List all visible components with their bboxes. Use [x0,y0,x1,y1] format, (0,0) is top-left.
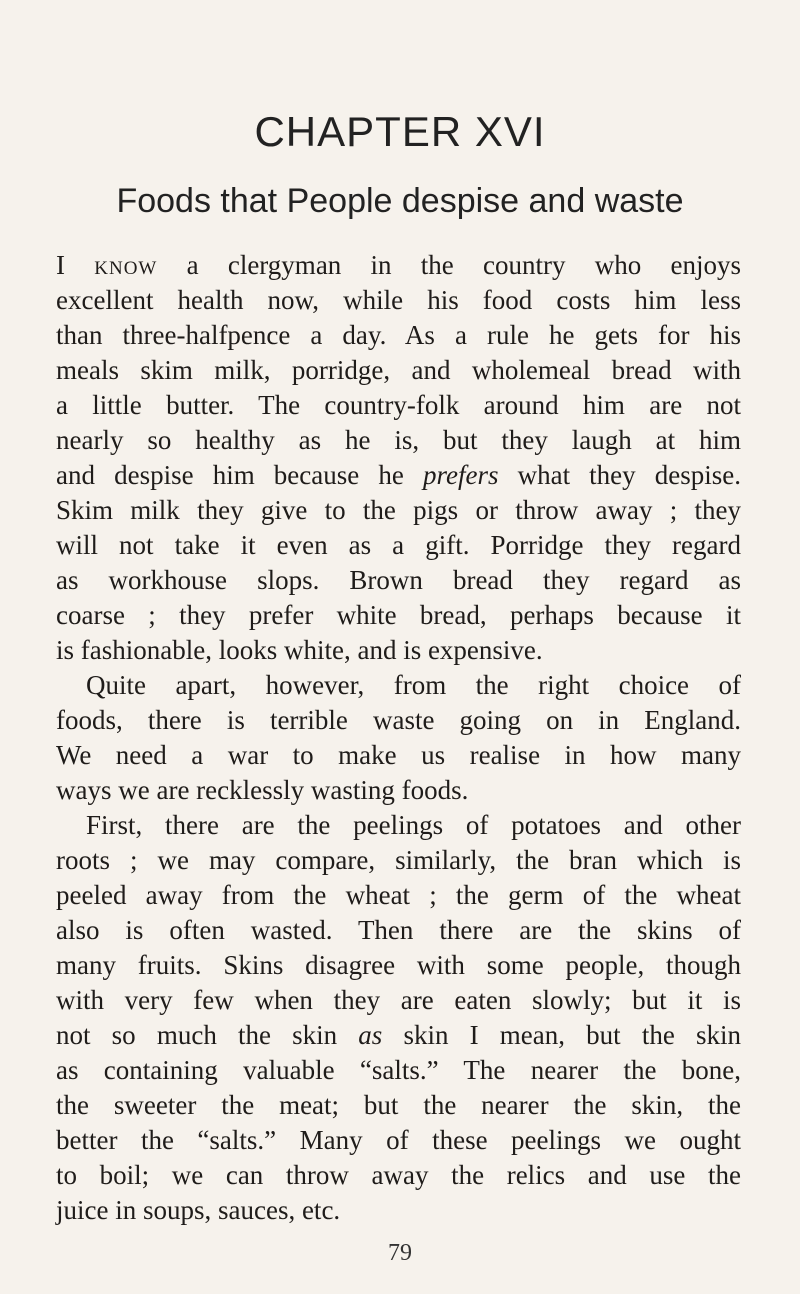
page-number: 79 [388,1240,412,1266]
text-span: the sweeter the meat; but the nearer the skin, the [56,1090,741,1120]
text-span: and despise him because he [56,460,423,490]
text-span: also is often wasted. Then there are the skins of [56,915,741,945]
text-span: as containing valuable “salts.” The nearer the bone, [56,1055,741,1085]
text-line [56,1123,741,1158]
text-span: juice in soups, sauces, etc. [56,1195,341,1225]
text-line [56,423,741,458]
text-line [56,633,741,668]
text-line [56,493,741,528]
text-line [56,248,741,283]
text-line [56,843,741,878]
text-span: is fashionable, looks white, and is expensive. [56,635,543,665]
text-span: nearly so healthy as he is, but they laugh at him [56,425,741,455]
text-span: will not take it even as a gift. Porridge they regard [56,530,741,560]
text-line [56,948,741,983]
chapter-heading: CHAPTER XVI [254,108,546,155]
text-span: excellent health now, while his food costs him less [56,285,741,315]
text-span: to boil; we can throw away the relics and use the [56,1160,741,1190]
text-span: roots ; we may compare, similarly, the bran which is [56,845,741,875]
text-line [56,458,741,493]
text-span: coarse ; they prefer white bread, perhaps because it [56,600,741,630]
text-line [56,878,741,913]
text-line [56,668,741,703]
text-span: not so much the skin [56,1020,359,1050]
text-span: We need a war to make us realise in how many [56,740,741,770]
text-span: ways we are recklessly wasting foods. [56,775,469,805]
text-span: First, there are the peelings of potatoes and other [86,810,741,840]
text-span: I [56,250,95,280]
text-line [56,528,741,563]
text-line [56,1193,741,1228]
text-line [56,563,741,598]
text-span: peeled away from the wheat ; the germ of the wheat [56,880,741,910]
text-line [56,318,741,353]
text-span: what they despise. [498,460,742,490]
text-span: Quite apart, however, from the right choice of [86,670,741,700]
text-span: a little butter. The country-folk around him are not [56,390,741,420]
text-span: skin I mean, but the skin [382,1020,741,1050]
text-span: with very few when they are eaten slowly; but it is [56,985,741,1015]
text-line [56,808,741,843]
text-line [56,353,741,388]
text-line [56,1018,741,1053]
text-span: as workhouse slops. Brown bread they regard as [56,565,741,595]
emphasis-text: prefers [422,460,499,490]
emphasis-text: as [358,1020,383,1050]
text-span: Skim milk they give to the pigs or throw away ; they [56,495,741,525]
text-span: meals skim milk, porridge, and wholemeal bread with [56,355,741,385]
text-line [56,703,741,738]
text-span: better the “salts.” Many of these peelings we ought [56,1125,741,1155]
text-span: a clergyman in the country who enjoys [157,250,741,280]
text-line [56,1158,741,1193]
text-span: many fruits. Skins disagree with some people, though [56,950,741,980]
text-line [56,598,741,633]
text-span: than three-halfpence a day. As a rule he gets for his [56,320,741,350]
smallcaps-text: know [94,250,158,280]
chapter-title: Foods that People despise and waste [116,182,684,220]
text-span: foods, there is terrible waste going on in England. [56,705,741,735]
text-line [56,388,741,423]
body-text [56,248,741,1228]
text-line [56,773,741,808]
text-line [56,983,741,1018]
text-line [56,1088,741,1123]
text-line [56,913,741,948]
text-line [56,1053,741,1088]
text-line [56,283,741,318]
text-line [56,738,741,773]
